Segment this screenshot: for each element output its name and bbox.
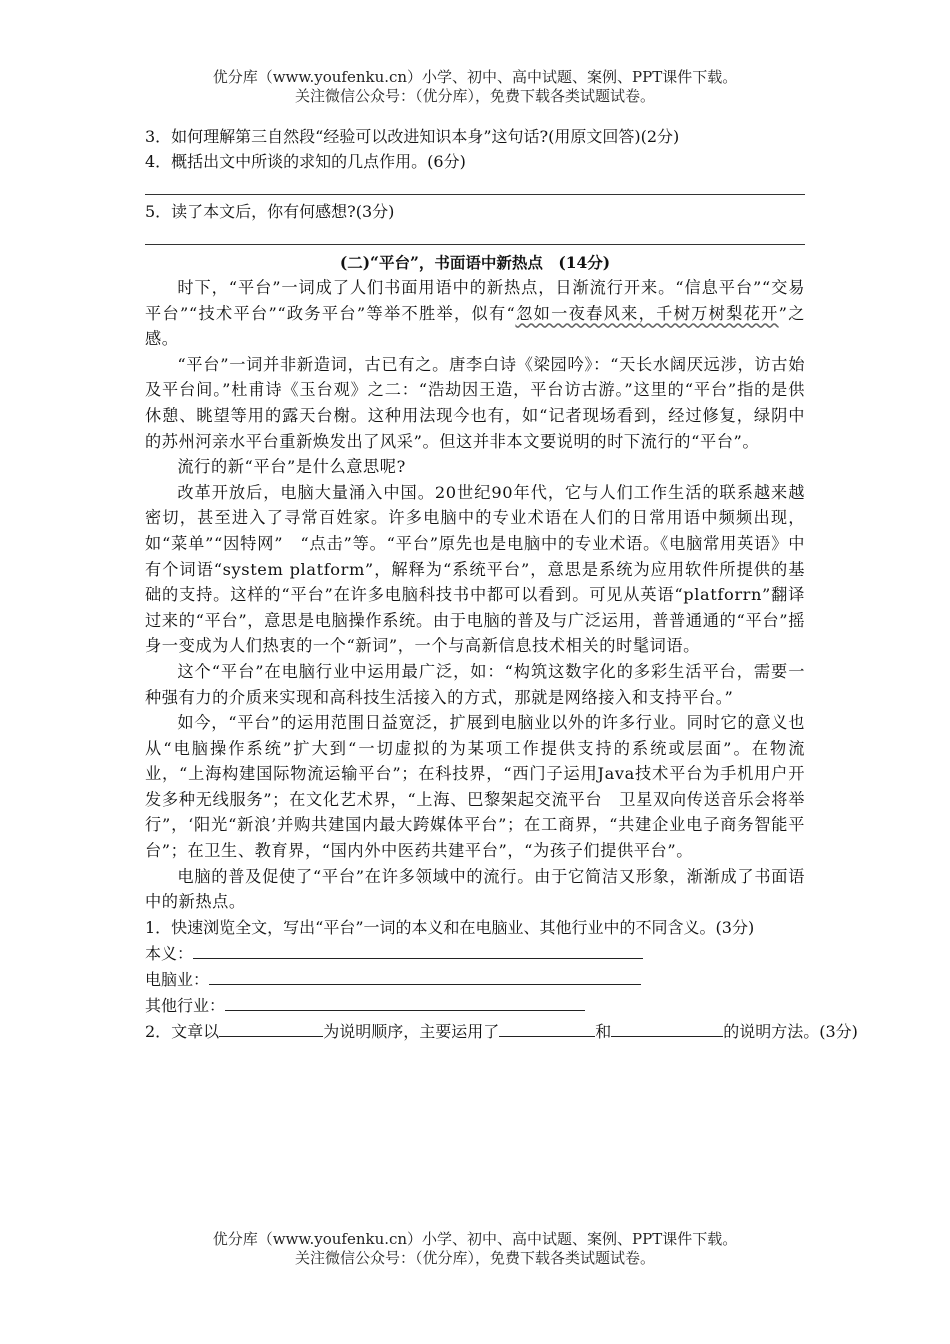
question-2 — [145, 1018, 858, 1044]
header-line-2: 关注微信公众号：（优分库），免费下载各类试题试卷。 — [294, 87, 655, 105]
answer-line — [145, 244, 805, 245]
label-benyi: 本义： — [145, 943, 194, 963]
page-header — [0, 68, 950, 106]
page-footer — [0, 1230, 950, 1268]
q2-text-c: 和 — [595, 1021, 612, 1041]
fill-row-diannao — [145, 966, 805, 992]
paragraph-5: 这个“平台”在电脑行业中运用最广泛，如：“构筑这数字化的多彩生活平台，需要一种强有力的介质来实现和高科技生活接入的方式，那就是网络接入和支持平台。” — [145, 661, 805, 707]
question-5: 5．读了本文后，你有何感想?(3分) — [145, 202, 395, 221]
question-3: 3．如何理解第三自然段“经验可以改进知识本身”这句话?(用原文回答)(2分) — [145, 127, 680, 146]
paragraph-1 — [145, 275, 805, 352]
fill-row-benyi — [145, 940, 805, 966]
fill-row-qita — [145, 992, 805, 1018]
poem-quote: 忽如一夜春风来，千树万树梨花开 — [515, 303, 779, 323]
footer-line-1: 优分库（www.youfenku.cn）小学、初中、高中试题、案例、PPT课件下载。 — [212, 1230, 738, 1248]
blank-method-2[interactable] — [611, 1018, 723, 1037]
label-diannao: 电脑业： — [145, 969, 210, 989]
paragraph-7: 电脑的普及促使了“平台”在许多领域中的流行。由于它简洁又形象，渐渐成了书面语中的新热点。 — [145, 866, 805, 912]
paragraph-4: 改革开放后，电脑大量涌入中国。20世纪90年代，它与人们工作生活的联系越来越密切，甚至进入了寻常百姓家。许多电脑中的专业术语在人们的日常用语中频频出现，如“菜单”“因特网” “点击”等。“平台”原先也是电脑中的专业术语。《电脑常用英语》中有个词语“system platform”，解释为“系统平台”，意思是系统为应用软件所提供的基础的支持。这样的“平台”在许多电脑科技书中都可以看到。可见从英语“platforrn”翻译过来的“平台”，意思是电脑操作系统。由于电脑的普及与广泛运用，普普通通的“平台”摇身一变成为人们热衷的一个“新词”，一个与高新信息技术相关的时髦词语。 — [145, 482, 805, 656]
label-qita: 其他行业： — [145, 995, 226, 1015]
answer-line — [145, 194, 805, 195]
paragraph-3: 流行的新“平台”是什么意思呢? — [177, 457, 406, 477]
header-line-1: 优分库（www.youfenku.cn）小学、初中、高中试题、案例、PPT课件下载。 — [212, 68, 738, 86]
q2-text-b: 为说明顺序，主要运用了 — [323, 1021, 500, 1041]
blank-method-1[interactable] — [499, 1018, 595, 1037]
question-4: 4．概括出文中所谈的求知的几点作用。(6分) — [145, 152, 466, 171]
question-1: 1．快速浏览全文，写出“平台”一词的本义和在电脑业、其他行业中的不同含义。(3分) — [145, 917, 755, 937]
blank-order[interactable] — [219, 1018, 323, 1037]
blank-qita[interactable] — [225, 992, 585, 1011]
blank-benyi[interactable] — [193, 940, 643, 959]
paragraph-6: 如今，“平台”的运用范围日益宽泛，扩展到电脑业以外的许多行业。同时它的意义也从“电脑操作系统”扩大到“一切虚拟的为某项工作提供支持的系统或层面”。在物流业，“上海构建国际物流运输平台”；在科技界，“西门子运用Java技术平台为手机用户开发多种无线服务”；在文化艺术界，“上海、巴黎架起交流平台 卫星双向传送音乐会将举行”，‘阳光“新浪’并购共建国内最大跨媒体平台”；在工商界，“共建企业电子商务智能平台”；在卫生、教育界，“国内外中医药共建平台”，“为孩子们提供平台”。 — [145, 713, 805, 861]
paragraph-1-text-b: ”之感。 — [145, 303, 805, 349]
paragraph-2: “平台”一词并非新造词，古已有之。唐李白诗《梁园吟》：“天长水阔厌远涉，访古始及平台间。”杜甫诗《玉台观》之二：“浩劫因王造，平台访古游。”这里的“平台”指的是供休憩、眺望等用的露天台榭。这种用法现今也有，如“记者现场看到，经过修复，绿阴中的苏州河亲水平台重新焕发出了风采”。但这并非本文要说明的时下流行的“平台”。 — [145, 354, 805, 451]
page-content — [145, 124, 858, 1044]
blank-diannao[interactable] — [209, 966, 641, 985]
section-title: (二)“平台”，书面语中新热点 (14分) — [339, 253, 611, 272]
q2-text-d: 的说明方法。(3分) — [723, 1021, 858, 1041]
q2-text-a: 2．文章以 — [145, 1021, 220, 1041]
paragraph-1-text-a: 时下，“平台”一词成了人们书面用语中的新热点，日渐流行开来。“信息平台”“交易平台”“技术平台”“政务平台”等举不胜举，似有“ — [145, 278, 805, 323]
footer-line-2: 关注微信公众号：（优分库），免费下载各类试题试卷。 — [294, 1249, 655, 1267]
